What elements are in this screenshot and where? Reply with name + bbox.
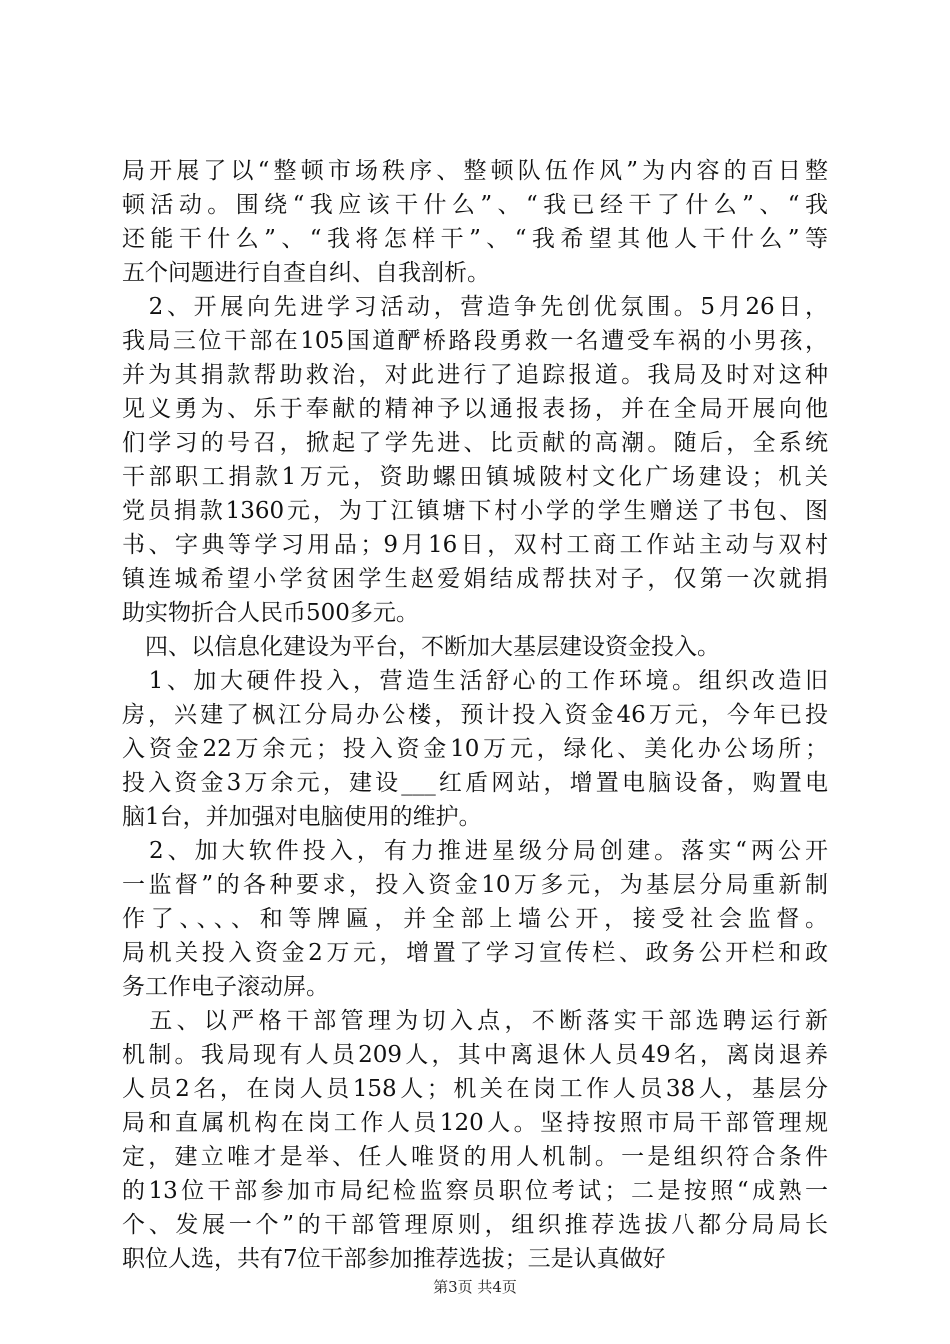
text-line: 务工作电子滚动屏。 (122, 974, 329, 1000)
text-line: 见义勇为、乐于奉献的精神予以通报表扬，并在全局开展向他 (122, 396, 828, 422)
text-line: 五个问题进行自查自纠、自我剖析。 (122, 260, 490, 286)
text-line: 个、发展一个”的干部管理原则，组织推荐选拔八都分局局长 (122, 1212, 828, 1238)
text-line: 2、加大软件投入，有力推进星级分局创建。落实“两公开 (122, 838, 828, 864)
text-line: 局机关投入资金2万元，增置了学习宣传栏、政务公开栏和政 (122, 940, 828, 966)
text-line: 房，兴建了枫江分局办公楼，预计投入资金46万元，今年已投 (122, 702, 828, 728)
text-line: 书、字典等学习用品；9月16日，双村工商工作站主动与双村 (122, 532, 828, 558)
text-line: 局和直属机构在岗工作人员120人。坚持按照市局干部管理规 (122, 1110, 828, 1136)
text-line: 人员2名，在岗人员158人；机关在岗工作人员38人，基层分 (122, 1076, 828, 1102)
text-line: 干部职工捐款1万元，资助螺田镇城陂村文化广场建设；机关 (122, 464, 828, 490)
text-line: 机制。我局现有人员209人，其中离退休人员49名，离岗退养 (122, 1042, 828, 1068)
text-line: 我局三位干部在105国道酽桥路段勇救一名遭受车祸的小男孩， (122, 328, 828, 354)
section-heading: 五、以严格干部管理为切入点，不断落实干部选聘运行新 (122, 1008, 828, 1034)
section-heading: 四、以信息化建设为平台，不断加大基层建设资金投入。 (122, 634, 720, 660)
text-line: 镇连城希望小学贫困学生赵爱娟结成帮扶对子，仅第一次就捐 (122, 566, 828, 592)
text-line: 并为其捐款帮助救治，对此进行了追踪报道。我局及时对这种 (122, 362, 828, 388)
text-line: 助实物折合人民币500多元。 (122, 600, 419, 626)
text-line: 入资金22万余元；投入资金10万元，绿化、美化办公场所； (122, 736, 828, 762)
text-line: 一监督”的各种要求，投入资金10万多元，为基层分局重新制 (122, 872, 828, 898)
text-line: 顿活动。围绕“我应该干什么”、“我已经干了什么”、“我 (122, 192, 828, 218)
text-line: 1、加大硬件投入，营造生活舒心的工作环境。组织改造旧 (122, 668, 828, 694)
text-line: 投入资金3万余元，建设___红盾网站，增置电脑设备，购置电 (122, 770, 828, 796)
page-footer: 第3页 共4页 (433, 1278, 517, 1296)
text-line: 作了、、、、和等牌匾，并全部上墙公开，接受社会监督。 (122, 906, 828, 932)
text-line: 2、开展向先进学习活动，营造争先创优氛围。5月26日， (122, 294, 828, 320)
text-line: 脑1台，并加强对电脑使用的维护。 (122, 804, 482, 830)
text-line: 的13位干部参加市局纪检监察员职位考试；二是按照“成熟一 (122, 1178, 828, 1204)
text-line: 定，建立唯才是举、任人唯贤的用人机制。一是组织符合条件 (122, 1144, 828, 1170)
text-line: 还能干什么”、“我将怎样干”、“我希望其他人干什么”等 (122, 226, 828, 252)
text-line: 们学习的号召，掀起了学先进、比贡献的高潮。随后，全系统 (122, 430, 828, 456)
text-line: 党员捐款1360元，为丁江镇塘下村小学的学生赠送了书包、图 (122, 498, 828, 524)
text-line: 职位人选，共有7位干部参加推荐选拔；三是认真做好 (122, 1246, 666, 1272)
text-line: 局开展了以“整顿市场秩序、整顿队伍作风”为内容的百日整 (122, 158, 828, 184)
